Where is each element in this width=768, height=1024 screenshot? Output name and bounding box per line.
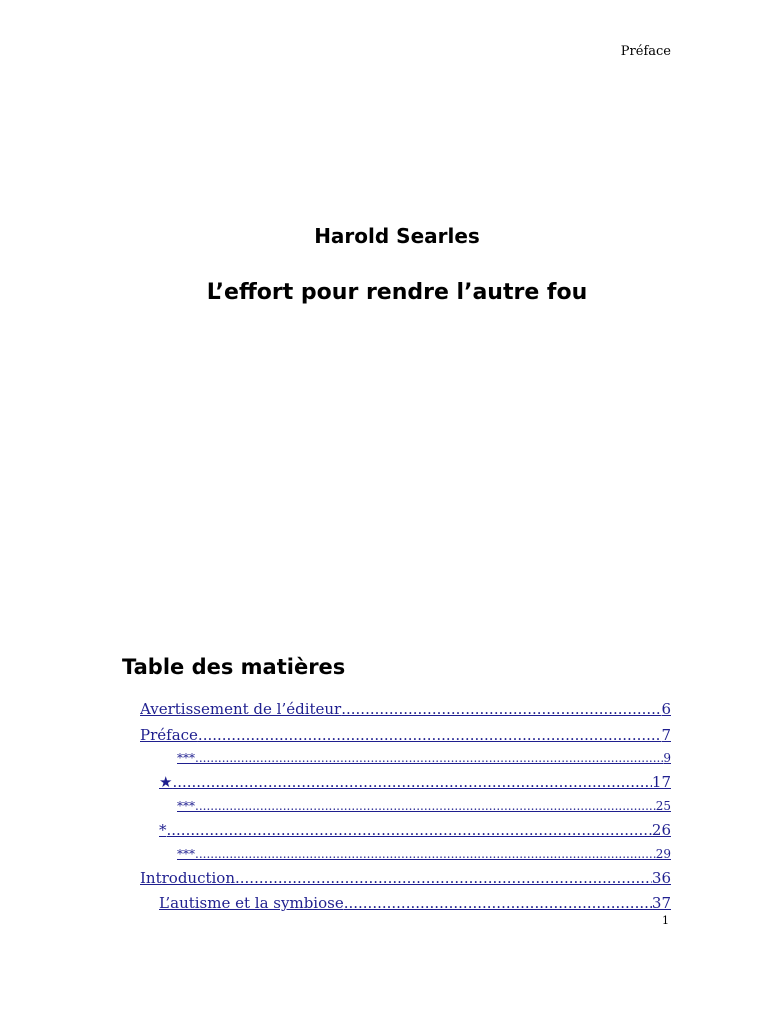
toc-entry-star-17[interactable] bbox=[159, 773, 671, 791]
toc-entry-page: 36 bbox=[651, 869, 671, 887]
toc-entry-stars-9[interactable] bbox=[177, 751, 671, 765]
toc-entry-page: 17 bbox=[651, 773, 671, 791]
toc-leader bbox=[235, 869, 652, 887]
toc-entry-label: *** bbox=[177, 751, 195, 765]
toc-leader bbox=[195, 751, 663, 765]
toc-entry-page: 6 bbox=[661, 700, 671, 718]
book-title: L’effort pour rendre l’autre fou bbox=[206, 280, 588, 305]
toc-entry-page: 25 bbox=[655, 799, 671, 813]
toc-entry-label: Avertissement de l’éditeur bbox=[140, 700, 342, 718]
author-name: Harold Searles bbox=[314, 224, 480, 248]
toc-leader bbox=[198, 726, 662, 744]
toc-entry-stars-25[interactable] bbox=[177, 799, 671, 813]
toc-entry-label: Préface bbox=[140, 726, 198, 744]
running-header: Préface bbox=[620, 44, 671, 59]
toc-heading: Table des matières bbox=[122, 655, 346, 679]
toc-entry-introduction[interactable] bbox=[140, 869, 671, 887]
toc-entry-label: *** bbox=[177, 847, 195, 861]
toc-leader bbox=[195, 799, 656, 813]
toc-entry-label: ★ bbox=[159, 773, 173, 791]
toc-entry-label: Introduction bbox=[140, 869, 235, 887]
toc-entry-asterisk-26[interactable] bbox=[159, 821, 671, 839]
toc-entry-stars-29[interactable] bbox=[177, 847, 671, 861]
toc-leader bbox=[195, 847, 656, 861]
toc-entry-label: * bbox=[159, 821, 167, 839]
toc-entry-preface[interactable] bbox=[140, 726, 671, 744]
toc-leader bbox=[172, 773, 651, 791]
toc-entry-label: *** bbox=[177, 799, 195, 813]
toc-entry-avertissement[interactable] bbox=[140, 700, 671, 718]
toc-entry-page: 26 bbox=[651, 821, 671, 839]
toc-leader bbox=[341, 700, 661, 718]
page-number: 1 bbox=[662, 914, 669, 927]
toc-entry-page: 7 bbox=[661, 726, 671, 744]
toc-entry-page: 37 bbox=[651, 894, 671, 912]
toc-leader bbox=[344, 894, 652, 912]
toc-entry-label: L’autisme et la symbiose bbox=[159, 894, 344, 912]
toc-leader bbox=[167, 821, 652, 839]
toc-entry-page: 9 bbox=[663, 751, 671, 765]
toc-entry-page: 29 bbox=[655, 847, 671, 861]
toc-entry-autisme[interactable] bbox=[159, 894, 671, 912]
